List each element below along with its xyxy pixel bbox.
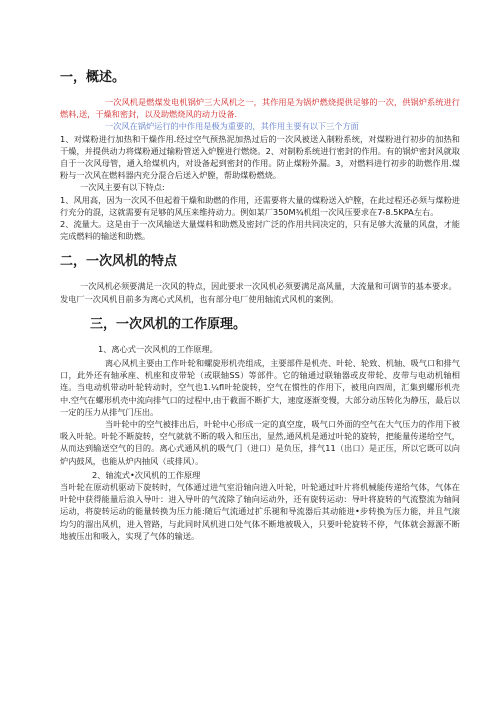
feature-2: 2、流量大。这是由于一次风输送大量煤料和助燃及密封广泛的作用共同决定的，只有足够大流量的风盘，才能完成燃料的输送和助燃。 <box>60 219 460 242</box>
section-2-paragraph-1: 一次风机必须要满足一次风的特点，因此要求一次风机必须要满足高风量，大流量和可调节的基本要求。 <box>80 281 457 292</box>
intro-paragraph: 一次风机是燃煤发电机锅炉三大风机之一，其作用是为锅炉燃烧提供足够的一次，供锅炉系统进行燃料,送，干燥和密封，以及助燃烧风的动力设备. <box>60 97 460 120</box>
functions-paragraph: 1、对煤粉进行加热和干燥作用.经过空气预热泥加热过后的一次风被送入制粉系统，对煤粉进行初步的加热和干燥，并提供动力将煤粉通过输粉管送入炉膛进行燃烧。2、对制粉系统进行密封的作用。有的锅炉密封风就取自于一次风母管，通入给煤机内，对设备起到密封的作用。防止煤粉外漏。3，对燃料进行初步的助燃作用.煤粉与一次风在燃料器内充分混合后送入炉膛，帮助煤粉燃烧。 <box>60 133 460 181</box>
section-2-title: 二，一次风机的特点 <box>60 254 178 270</box>
features-intro: 一次风主要有以下特点: <box>80 182 165 193</box>
centrifugal-paragraph-2: 当叶轮中的空气被排出后，叶轮中心形成一定的真空度，吸气口外面的空气在大气压力的作用下被吸入叶轮。叶轮不断旋转，空气就就不断的吸入和压出，显然,通风机是通过叶轮的旋转，把能量传递给空气，从而达到输送空气的目的。离心式通风机的吸气门（进口）是负压，排气11（出口）是正压，所以它既可以向炉内鼓风，也能从炉内抽风（或排风）。 <box>60 419 460 466</box>
intro-subheading: 一次风在锅炉运行的中作用是极为重要的，其作用主要有以下三个方面 <box>105 121 359 132</box>
section-1-title: 一，概述。 <box>60 70 126 85</box>
feature-1: 1、风用高，因为一次风不但起着干燥和助燃的作用，还需要将大量的煤粉送入炉膛，在此过程还必须与煤粉进行充分的混，这就需要有足够的风压来维持动力。例如某厂350M¾机组一次风压要求在7-8.5KPA左右。 <box>60 194 460 217</box>
section-2-paragraph-2: 发电厂一次风机目前多为离心式风机，也有部分电厂使用轴流式风机的案例。 <box>60 293 339 304</box>
centrifugal-paragraph-1: 离心风机主要由工作叶轮和螺旋形机壳组成，主要部件是机壳、叶轮、轮致、机轴、吸气口和排气口，此外还有轴承座、机座和皮带轮（或联轴SS）等部件。它的轴通过联轴器或皮带轮、皮带与电动机轴相连。当电动机带动叶轮转动时，空气也1.¼fl叶轮旋转，空气在惯性的作用下，被甩向四周，汇集到螺形机壳中.空气在螺形机壳中流向排气口的过程中,由于截面不断扩大，速度逐渐变慢，大部分动压转化为静压，最后以一定的压力从排气门压出。 <box>60 358 460 417</box>
subsection-centrifugal-title: 1、离心式一次风机的工作原理。 <box>98 343 218 354</box>
subsection-axial-title: 2、轴流式•次风机的工作原理 <box>92 469 201 480</box>
axial-paragraph: 当叶轮在原动机驱动下旋转时，气体通过进气室沿轴向进入叶轮，叶轮通过叶片将机械能传递给气体，气体在叶轮中获得能量后浪入导叶：进入导叶的气流除了轴向运动外，还有旋转运动：导叶将旋转的气流整流为轴间运动，将旋转运动的能量转换为压力能:随后气流通过扩乐褪和导流器后其动能进•步转换为压力能，并且气滚均匀的溜出风机，进入管路，与此同时风机进口处气体不断地被吸入，只要叶轮旋转不停，气体就会源源不断地被压出和吸入，实现了气体的输送。 <box>60 482 460 541</box>
section-3-title: 三，一次风机的工作原理。 <box>90 316 247 332</box>
